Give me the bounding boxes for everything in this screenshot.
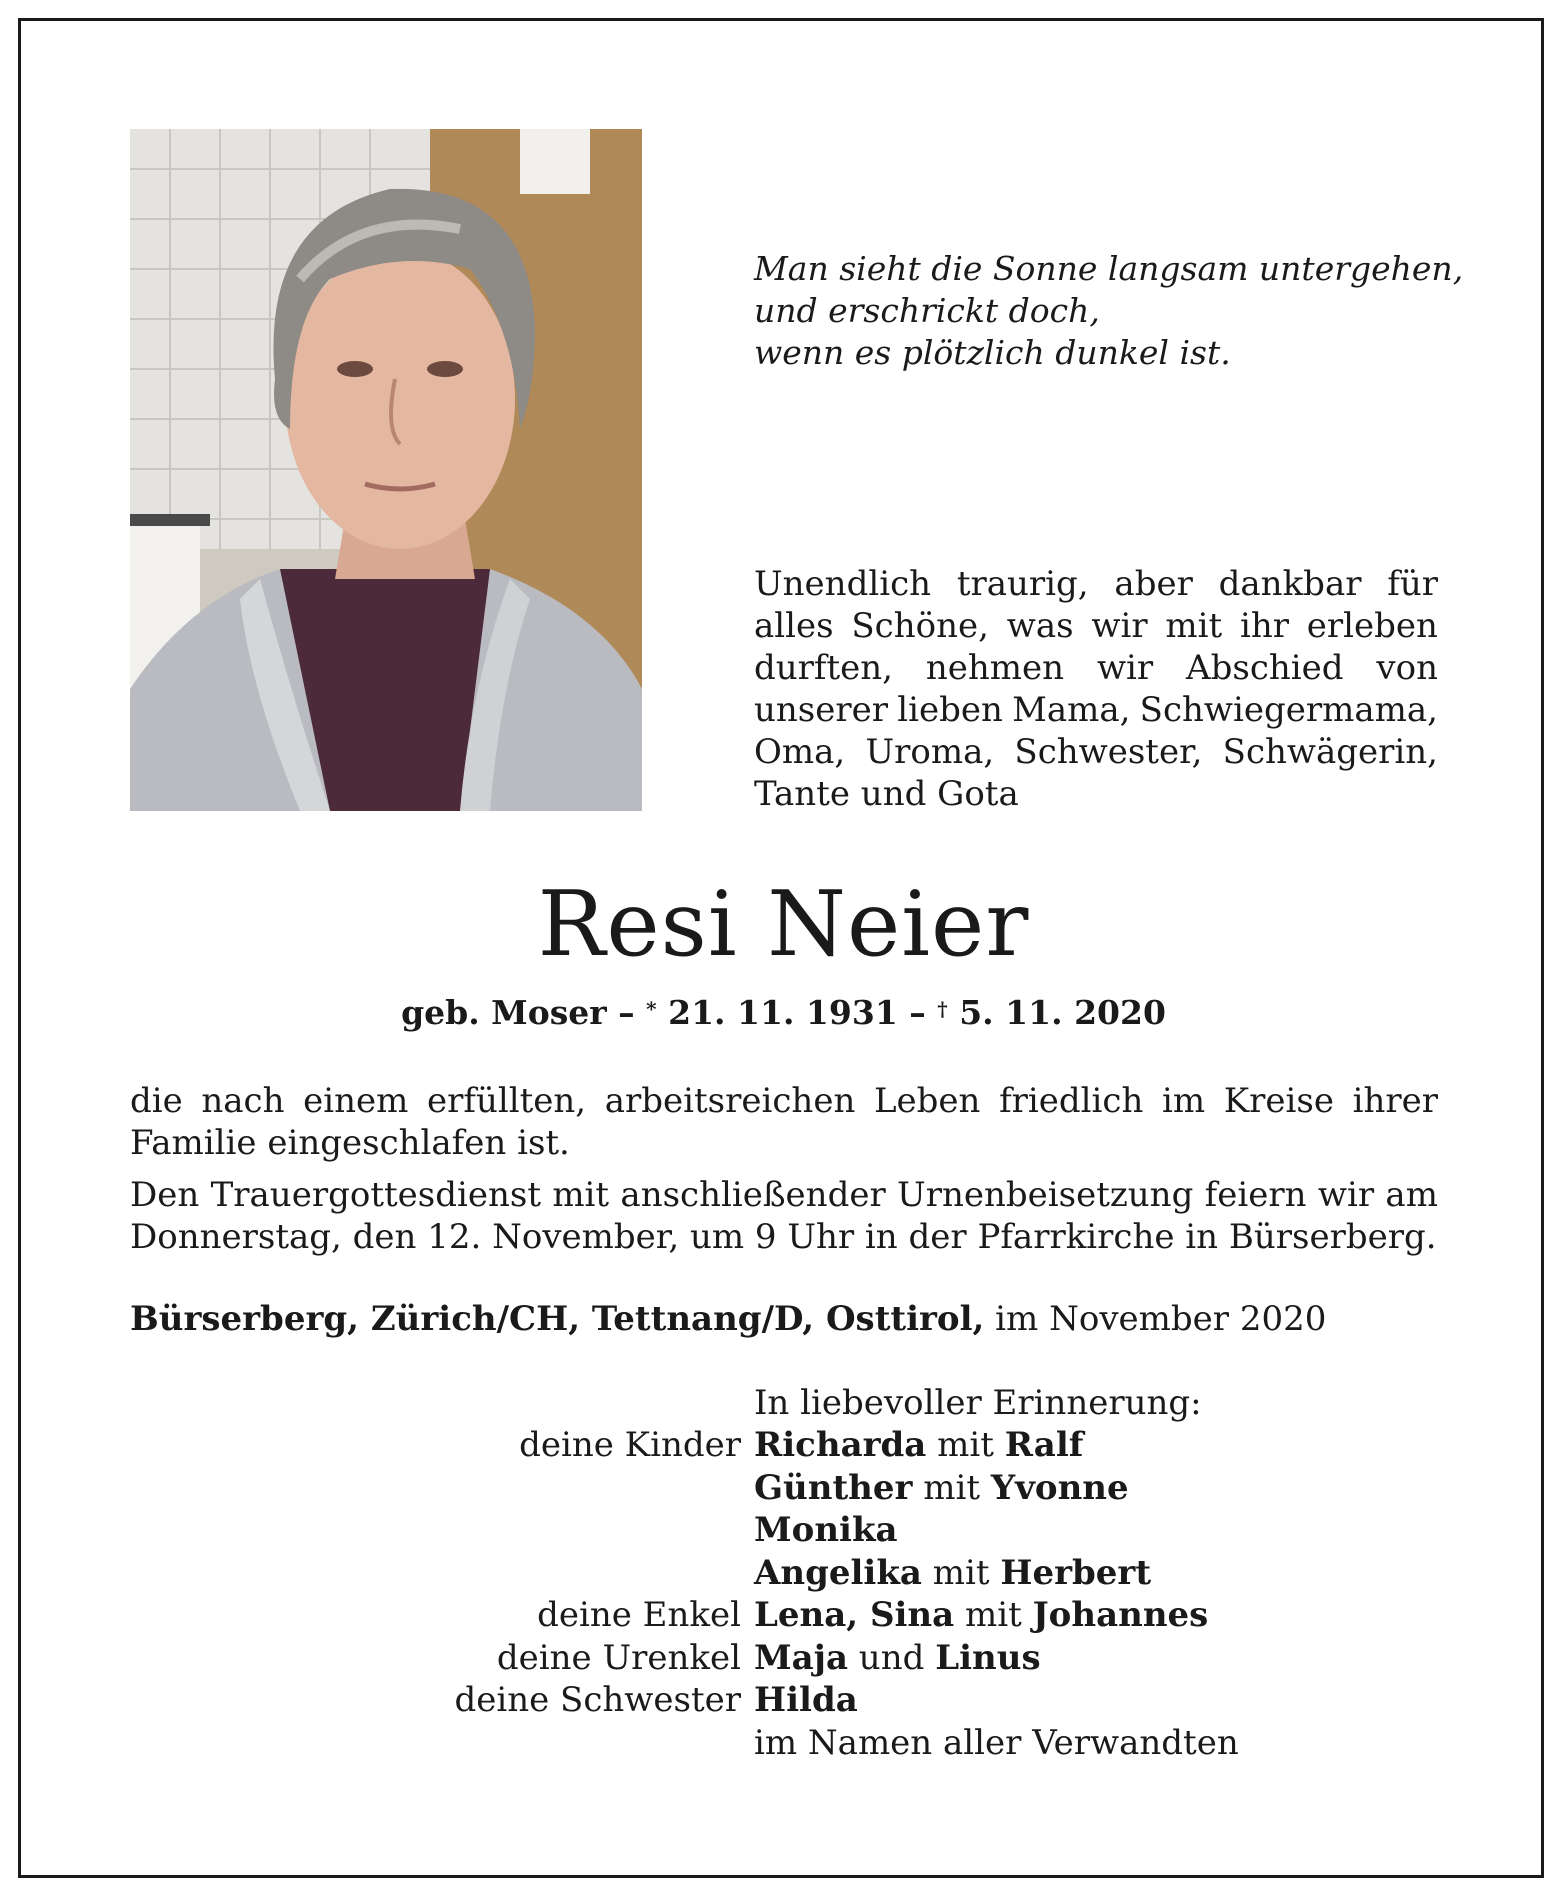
connector-text: und [848, 1637, 936, 1678]
relative-names [754, 1467, 1129, 1509]
death-symbol: † [937, 997, 948, 1021]
connector-text: mit [912, 1467, 991, 1508]
relative-names [754, 1509, 898, 1551]
text-word: ihr [1239, 606, 1289, 646]
text-word: Kreise [1223, 1081, 1334, 1121]
text-word: wir [1317, 1175, 1375, 1215]
text-word: Schwiegermama, [1139, 690, 1438, 730]
text-word: durften, [754, 648, 893, 688]
relative-name: Günther [754, 1467, 913, 1508]
family-row [0, 1679, 1567, 1721]
text-word: ihrer [1352, 1081, 1438, 1121]
text-word: Uroma, [865, 732, 995, 772]
text-word: arbeitsreichen [604, 1081, 856, 1121]
text-word: dankbar [1218, 564, 1362, 604]
text-line [130, 1080, 1438, 1122]
text-word: wir [1091, 606, 1148, 646]
text-word: unserer [754, 690, 888, 730]
text-word: alles [754, 606, 834, 646]
relation-label: deine Kinder [519, 1425, 741, 1465]
family-row [0, 1594, 1567, 1636]
family-row [0, 1509, 1567, 1551]
text-word: Abschied [1186, 648, 1344, 688]
portrait-illustration [130, 129, 642, 811]
text-line [130, 1122, 1438, 1164]
death-date: 5. 11. 2020 [947, 993, 1166, 1032]
text-word: erleben [1306, 606, 1438, 646]
relative-name: Hilda [754, 1680, 858, 1720]
text-word: was [1006, 606, 1074, 646]
place-and-date [130, 1298, 1326, 1340]
text-word: Schwägerin, [1222, 732, 1438, 772]
relative-names [754, 1424, 1083, 1466]
funeral-paragraph [130, 1174, 1438, 1258]
relation-label: deine Enkel [537, 1595, 741, 1635]
passing-paragraph [130, 1080, 1438, 1164]
relative-name: Angelika [754, 1552, 922, 1593]
text-word: Familie eingeschlafen ist. [130, 1123, 570, 1163]
text-word: lieben [897, 690, 1003, 730]
text-line [754, 647, 1438, 689]
text-word: Trauergottesdienst [210, 1175, 541, 1215]
text-word: Tante und Gota [754, 774, 1019, 814]
family-row [0, 1637, 1567, 1679]
text-word: Donnerstag, den 12. November, um 9 Uhr in der Pfarrkirche in Bürserberg. [130, 1217, 1437, 1257]
relative-name: Ralf [1004, 1425, 1084, 1465]
text-word: die [130, 1081, 183, 1121]
relation-label: deine Schwester [454, 1680, 741, 1720]
text-word: mit [1165, 606, 1223, 646]
text-line [130, 1174, 1438, 1216]
relative-names [754, 1594, 1208, 1636]
connector-text: mit [954, 1595, 1033, 1635]
text-word: wir [1096, 648, 1154, 688]
text-line [754, 731, 1438, 773]
text-word: Mama, [1012, 690, 1131, 730]
maiden-name: geb. Moser – [401, 993, 647, 1032]
relative-names [754, 1679, 858, 1721]
relative-names [754, 1552, 1151, 1594]
text-word: Urnenbeisetzung [897, 1175, 1194, 1215]
family-row [0, 1467, 1567, 1509]
relative-name: Richarda [754, 1425, 927, 1465]
text-word: nach [201, 1081, 285, 1121]
relative-names [754, 1722, 1239, 1764]
text-word: Den [130, 1175, 200, 1215]
text-word: von [1376, 648, 1438, 688]
family-row [0, 1552, 1567, 1594]
text-word: Oma, [754, 732, 846, 772]
relative-name: Maja [754, 1637, 848, 1678]
relative-names [754, 1637, 1041, 1679]
text-word: erfüllten, [427, 1081, 587, 1121]
text-word: mit [552, 1175, 610, 1215]
intro-text [754, 563, 1438, 815]
text-word: Schwester, [1014, 732, 1203, 772]
quote-block [754, 248, 1464, 374]
quote-line: wenn es plötzlich dunkel ist. [754, 333, 1231, 372]
relative-name: Lena, Sina [754, 1595, 955, 1635]
text-word: Leben [873, 1081, 981, 1121]
text-word: feiern [1204, 1175, 1307, 1215]
text-line [754, 605, 1438, 647]
deceased-name: Resi Neier [537, 872, 1030, 977]
family-row [0, 1722, 1567, 1764]
text-word: anschließender [620, 1175, 886, 1215]
memory-title: In liebevoller Erinnerung: [754, 1383, 1202, 1423]
text-word: am [1385, 1175, 1438, 1215]
text-line [754, 689, 1438, 731]
text-word: im [1162, 1081, 1206, 1121]
notice-date: im November 2020 [984, 1299, 1327, 1339]
relative-name: Yvonne [990, 1467, 1129, 1508]
locations: Bürserberg, Zürich/CH, Tettnang/D, Osttirol, [130, 1299, 985, 1339]
family-row [0, 1424, 1567, 1466]
connector-text: im Namen aller Verwandten [754, 1722, 1239, 1763]
text-line [130, 1216, 1438, 1258]
text-line [754, 773, 1438, 815]
relative-name: Monika [754, 1510, 898, 1550]
connector-text: mit [926, 1425, 1005, 1465]
text-word: für [1387, 564, 1438, 604]
text-word: einem [303, 1081, 409, 1121]
text-word: Unendlich [754, 564, 932, 604]
text-word: nehmen [925, 648, 1065, 688]
portrait-photo [130, 129, 642, 811]
text-word: traurig, [956, 564, 1089, 604]
relative-name: Johannes [1032, 1595, 1209, 1635]
text-line [754, 563, 1438, 605]
quote-line: und erschrickt doch, [754, 291, 1100, 330]
connector-text: mit [921, 1552, 1001, 1593]
quote-line: Man sieht die Sonne langsam untergehen, [754, 249, 1464, 288]
birth-symbol: * [646, 997, 657, 1021]
relative-name: Linus [935, 1637, 1041, 1678]
birth-date: 21. 11. 1931 – [656, 993, 938, 1032]
life-dates [0, 992, 1567, 1034]
text-word: Schöne, [851, 606, 989, 646]
text-word: friedlich [999, 1081, 1144, 1121]
text-word: aber [1114, 564, 1193, 604]
relation-label: deine Urenkel [496, 1637, 741, 1678]
relative-name: Herbert [1000, 1552, 1152, 1593]
